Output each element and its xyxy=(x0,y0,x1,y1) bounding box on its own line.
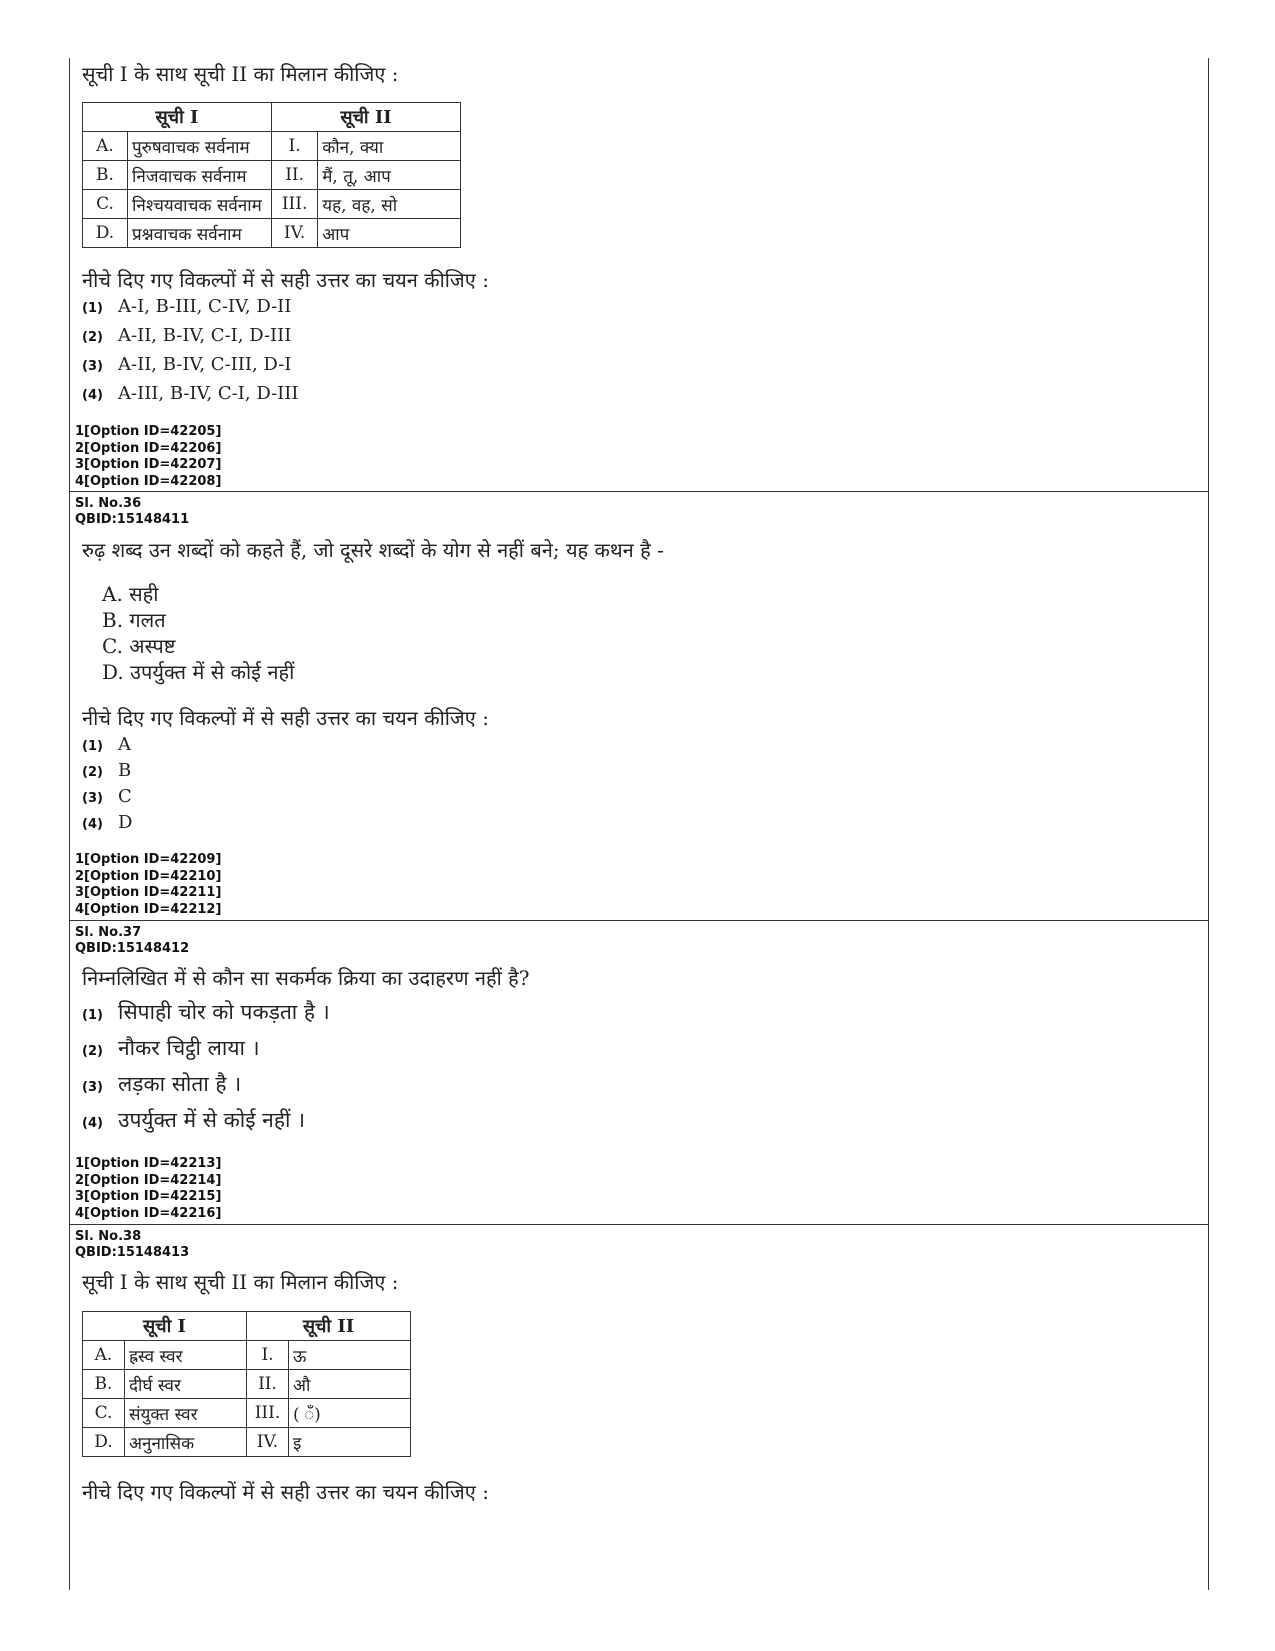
q38-qbid: QBID:15148413 xyxy=(75,1245,190,1260)
option-id: 4[Option ID=42216] xyxy=(75,1205,222,1221)
row-right: मैं, तू, आप xyxy=(318,161,461,190)
q36-option-4: (4) D xyxy=(82,812,133,833)
table-row xyxy=(83,219,461,248)
option-id: 4[Option ID=42208] xyxy=(75,473,222,489)
row-num: III. xyxy=(272,190,318,219)
row-key: C. xyxy=(83,1399,125,1428)
row-left: अनुनासिक xyxy=(125,1428,247,1457)
q36-option-3: (3) C xyxy=(82,786,132,807)
row-right: औ xyxy=(289,1370,411,1399)
row-left: ह्रस्व स्वर xyxy=(125,1341,247,1370)
option-id: 2[Option ID=42210] xyxy=(75,868,222,884)
table-header-list2: सूची II xyxy=(247,1312,411,1341)
q35-instruction: सूची I के साथ सूची II का मिलान कीजिए : xyxy=(82,62,399,86)
q37-option-4: (4) उपर्युक्त में से कोई नहीं । xyxy=(82,1108,306,1132)
row-left: निजवाचक सर्वनाम xyxy=(128,161,272,190)
question-separator xyxy=(70,491,1208,492)
q37-option-3: (3) लड़का सोता है । xyxy=(82,1072,242,1096)
q36-qbid: QBID:15148411 xyxy=(75,512,190,527)
q36-sl-no: Sl. No.36 xyxy=(75,496,142,511)
table-row xyxy=(83,1370,411,1399)
q35-option-4: (4) A-III, B-IV, C-I, D-III xyxy=(82,383,299,404)
table-row xyxy=(83,1428,411,1457)
row-key: D. xyxy=(83,219,128,248)
option-id: 2[Option ID=42214] xyxy=(75,1172,222,1188)
q37-option-2: (2) नौकर चिट्ठी लाया । xyxy=(82,1036,260,1060)
row-right: ऊ xyxy=(289,1341,411,1370)
q36-option-ids xyxy=(75,852,221,918)
row-left: पुरुषवाचक सर्वनाम xyxy=(128,132,272,161)
row-key: A. xyxy=(83,1341,125,1370)
q37-sl-no: Sl. No.37 xyxy=(75,925,142,940)
row-right: कौन, क्या xyxy=(318,132,461,161)
table-header-list2: सूची II xyxy=(272,103,461,132)
option-id: 1[Option ID=42209] xyxy=(75,852,222,867)
row-left: प्रश्नवाचक सर्वनाम xyxy=(128,219,272,248)
q36-question: रुढ़ शब्द उन शब्दों को कहते हैं, जो दूसरे शब्दों के योग से नहीं बने; यह कथन है - xyxy=(82,538,664,562)
row-key: D. xyxy=(83,1428,125,1457)
option-id: 3[Option ID=42207] xyxy=(75,457,222,472)
row-key: C. xyxy=(83,190,128,219)
option-id: 2[Option ID=42206] xyxy=(75,440,222,456)
row-num: IV. xyxy=(247,1428,289,1457)
option-id: 3[Option ID=42211] xyxy=(75,885,222,900)
q35-option-ids xyxy=(75,424,221,490)
q35-match-table xyxy=(82,102,461,248)
table-row xyxy=(83,190,461,219)
row-num: IV. xyxy=(272,219,318,248)
question-separator xyxy=(70,1224,1208,1225)
row-left: संयुक्त स्वर xyxy=(125,1399,247,1428)
question-separator xyxy=(70,920,1208,921)
table-header-list1: सूची I xyxy=(83,103,272,132)
q36-choice-a: A. सही xyxy=(102,582,159,606)
q35-option-3: (3) A-II, B-IV, C-III, D-I xyxy=(82,354,292,375)
row-num: II. xyxy=(247,1370,289,1399)
row-right: आप xyxy=(318,219,461,248)
table-row xyxy=(83,161,461,190)
q36-choice-b: B. गलत xyxy=(102,608,166,632)
option-id: 4[Option ID=42212] xyxy=(75,901,222,917)
q37-option-ids xyxy=(75,1156,221,1222)
q38-prompt: नीचे दिए गए विकल्पों में से सही उत्तर का चयन कीजिए : xyxy=(82,1480,489,1504)
q36-option-2: (2) B xyxy=(82,760,132,781)
q37-option-1: (1) सिपाही चोर को पकड़ता है । xyxy=(82,1000,330,1024)
row-left: दीर्घ स्वर xyxy=(125,1370,247,1399)
q35-option-2: (2) A-II, B-IV, C-I, D-III xyxy=(82,325,292,346)
table-row xyxy=(83,132,461,161)
q36-choice-d: D. उपर्युक्त में से कोई नहीं xyxy=(102,660,295,684)
row-num: I. xyxy=(247,1341,289,1370)
q35-prompt: नीचे दिए गए विकल्पों में से सही उत्तर का चयन कीजिए : xyxy=(82,268,489,292)
table-header-list1: सूची I xyxy=(83,1312,247,1341)
row-key: B. xyxy=(83,161,128,190)
q37-qbid: QBID:15148412 xyxy=(75,941,190,956)
row-key: B. xyxy=(83,1370,125,1399)
q37-question: निम्नलिखित में से कौन सा सकर्मक क्रिया का उदाहरण नहीं है? xyxy=(82,966,530,990)
row-left: निश्चयवाचक सर्वनाम xyxy=(128,190,272,219)
q36-choice-c: C. अस्पष्ट xyxy=(102,634,176,658)
q38-instruction: सूची I के साथ सूची II का मिलान कीजिए : xyxy=(82,1270,399,1294)
q36-option-1: (1) A xyxy=(82,734,131,755)
row-right: इ xyxy=(289,1428,411,1457)
row-key: A. xyxy=(83,132,128,161)
q38-match-table xyxy=(82,1311,411,1457)
q35-option-1: (1) A-I, B-III, C-IV, D-II xyxy=(82,296,292,317)
option-id: 1[Option ID=42205] xyxy=(75,424,222,439)
page-frame xyxy=(69,58,1209,1590)
table-row xyxy=(83,1341,411,1370)
row-right: यह, वह, सो xyxy=(318,190,461,219)
q38-sl-no: Sl. No.38 xyxy=(75,1229,142,1244)
table-row xyxy=(83,1399,411,1428)
option-id: 3[Option ID=42215] xyxy=(75,1189,222,1204)
row-num: I. xyxy=(272,132,318,161)
q36-prompt: नीचे दिए गए विकल्पों में से सही उत्तर का चयन कीजिए : xyxy=(82,706,489,730)
row-num: II. xyxy=(272,161,318,190)
row-num: III. xyxy=(247,1399,289,1428)
option-id: 1[Option ID=42213] xyxy=(75,1156,222,1171)
row-right: ( ँ) xyxy=(289,1399,411,1428)
